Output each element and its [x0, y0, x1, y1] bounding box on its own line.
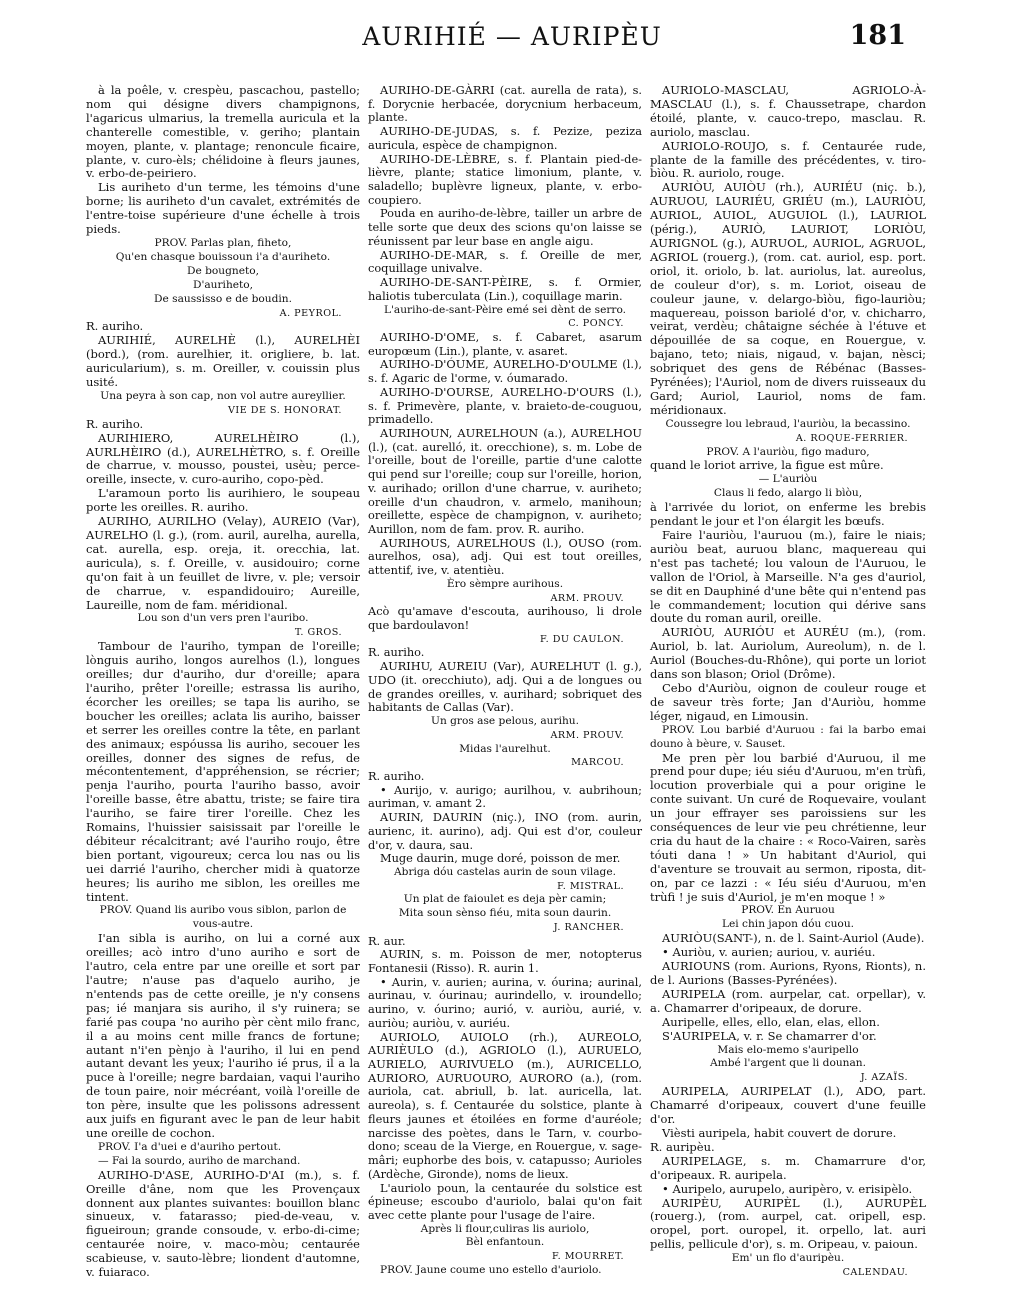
- entry-paragraph: Cebo d'Auriòu, oignon de couleur rouge et de saveur très forte; Jan d'Auriòu, homme léger, nigaud, en Limousin.: [650, 680, 926, 723]
- entry-paragraph: AURIÒU(SANT-), n. de l. Saint-Auriol (Aude).: [662, 931, 925, 946]
- entry-paragraph: Tambour de l'auriho, tympan de l'oreille; lònguis auriho, longos aurelhos (l.), longues oreilles; dur d'auriho, dur d'oreille; apara l'auriho, prêter l'oreille; estrassa lis auriho, écorcher les oreilles; se tapa lis auriho, se boucher les oreilles; aclata lis auriho, baisser et serrer les oreilles contre la tête, en parlant des animaux; espóussa lis auriho, secouer les oreilles, donner des signes de refus, de mécontentement, d'appréhension, se récrier; penja l'auriho, pourta l'auriho basso, avoir l'oreille basse, être abattu, triste; se faire tira l'auriho, se faire tirer l'oreille. Chez les Romains, l'huissier saisissait par l'oreille le débiteur récalcitrant; avé l'auriho roujo, être bien portant, vigoureux; cerca lou nas ou lis uei darrié l'auriho, chercher midi à quatorze heures; lis auriho me siblon, les oreilles me tintent.: [86, 639, 360, 904]
- entry-paragraph: AURIHO-DE-LÈBRE, s. f. Plantain pied-de-lièvre, plante; statice limonium, plante, v. saladello; buplèvre ligneux, plante, v. erbo-coupiero.: [368, 151, 642, 207]
- entry-paragraph: AURIHO, AURILHO (Velay), AUREIO (Var), AURELHO (l. g.), (rom. auril, aurelha, aurella, cat. aurella, esp. oreja, it. orecchia, lat. auricula), s. f. Oreille, v. ausidouiro; corne qu'on fait à un feuillet de livre, v. ple; versoir de charrue, v. espandidouiro; Aureille, Laureille, nom de fam. méridional.: [86, 514, 360, 612]
- citation-line: Après li flour,culiras lis auriolo,: [420, 1222, 590, 1235]
- citation-line: Em' un flo d'auripèu.: [731, 1252, 845, 1265]
- citation-source: ARM. PROUV.: [550, 592, 624, 604]
- entry-paragraph: AURIOLO-ROUJO, s. f. Centaurée rude, plante de la famille des précédentes, v. tiro-bìòu. R. auriolo, rouge.: [650, 138, 926, 181]
- citation-line: Bèl enfantoun.: [465, 1236, 545, 1249]
- continuation-line: à l'arrivée du loriot, on enferme les brebis pendant le jour et l'on élargit les bœufs.: [650, 500, 926, 529]
- citation-line: Midas l'aurelhut.: [459, 742, 551, 755]
- entry-paragraph: AURIÒU, AURIÓU et AURÉU (m.), (rom. Auriol, b. lat. Auriolum, Aureolum), n. de l. Auriol (Bouches-du-Rhône), qui porte un loriot dans son blason; Oriol (Drôme).: [650, 625, 926, 682]
- continuation-line: R. auripèu.: [650, 1139, 715, 1154]
- citation-source: A. PEYROL.: [279, 307, 342, 319]
- citation-line: PROV. En Auruou: [741, 904, 835, 917]
- citation-line: Qu'en chasque bouissoun i'a d'auriheto.: [115, 250, 331, 263]
- entry-paragraph: AURIOLO, AUIOLO (rh.), AUREOLO, AURIÈULO (d.), AGRIOLO (l.), AURUELO, AURIELO, AURIVUELO (m.), AURICELLO, AURIORO, AURUOURO, AURORO (a.), (rom. auriola, cat. abriull, b. lat. auricella, lat. aureola), s. f. Centaurée du solstice, plante à fleurs jaunes et étoilées en forme d'auréole; narcisse des poètes, dans le Tarn, v. courbo-dono; sceau de la Vierge, en Rouergue, v. sage-mâri; euphorbe des bois, v. catapusso; Aurioles (Ardèche, Gironde), noms de lieux.: [368, 1029, 642, 1181]
- entry-paragraph: AURIHO-D'ÓUME, AURELHO-D'OULME (l.), s. f. Agaric de l'orme, v. óumarado.: [368, 357, 642, 386]
- citation-line: PROV. Quand lis auribo vous siblon, parlon de vous-autre.: [99, 904, 347, 931]
- continuation-line: R. aur.: [368, 933, 406, 948]
- citation-line: PROV. A l'auriòu, figo maduro,: [706, 445, 870, 458]
- entry-paragraph: AURIHIERO, AURELHÈIRO (l.), AURLHÈIRO (d.), AURELHÈTRO, s. f. Oreille de charrue, v. mousso, poustei, usèu; perce-oreille, insecte, v. curo-auriho, copo-pèd.: [86, 430, 360, 487]
- entry-paragraph: Auripelle, elles, ello, elan, elas, ellon.: [662, 1014, 880, 1029]
- entry-paragraph: Muge daurin, muge doré, poisson de mer.: [380, 851, 621, 866]
- proverb-line: PROV. I'a d'uei e d'auriho pertout.: [98, 1140, 282, 1153]
- citation-source: F. MISTRAL.: [557, 880, 624, 892]
- entry-paragraph: AURIHO-D'ASE, AURIHO-D'AI (m.), s. f. Oreille d'âne, nom que les Provençaux donnent aux plantes suivantes: bouillon blanc sinueux, v. fatarasso; pied-de-veau, v. figueiroun; grande consoude, v. erbo-di-cime; centaurée noire, v. maco-mòu; centaurée scabieuse, v. sauto-lèbre; liondent d'automne, v. fuiaraco.: [86, 1167, 360, 1280]
- proverb-line: — Fai la sourdo, auriho de marchand.: [98, 1154, 301, 1167]
- entry-paragraph: AURIN, DAURIN (niç.), INO (rom. aurin, aurienc, it. aurino), adj. Qui est d'or, couleur d'or, v. daura, sau.: [368, 810, 642, 852]
- entry-paragraph: AURIHO-D'OURSE, AURELHO-D'OURS (l.), s. f. Primevère, plante, v. braieto-de-couguou, primadello.: [368, 384, 642, 427]
- citation-source: VIE DE S. HONORAT.: [227, 404, 342, 416]
- entry-paragraph: Lis auriheto d'un terme, les témoins d'une borne; lis auriheto d'un cavalet, extrémités de l'entre-toise supérieure d'une échelle à trois pieds.: [86, 180, 360, 237]
- entry-paragraph: • Aurijo, v. aurigo; aurilhou, v. aubrihoun; auriman, v. amant 2.: [368, 782, 642, 811]
- citation-line: L'auriho-de-sant-Pèire emé sei dènt de serro.: [383, 303, 627, 316]
- entry-paragraph: AURIPELA, AURIPELAT (l.), ADO, part. Chamarré d'oripeaux, couvert d'une feuille d'or.: [650, 1084, 926, 1127]
- entry-paragraph: AURIÒU, AUIÒU (rh.), AURIÉU (niç. b.), AURUOU, LAURIÉU, GRIÉU (m.), LAURIÒU, AURIOL, AUIOL, AUGUIOL (l.), LAURIOL (périg.), AURIÒ, LAURIOT, LORIÒU, AURIGNOL (g.), AURUOL, AURIOL, AGRUOL, AGRIOL (rouerg.), (rom. cat. auriol, esp. port. oriol, it. oriolo, b. lat. auriolus, lat. aureolus, de couleur d'or), s. m. Loriot, oiseau de couleur jaune, v. delargo-bìòu, figo-lauriòu; maquereau, poisson bariolé d'or, v. chicharro, veirat, verdèu; châtaigne séchée à l'étuve et dépouillée de sa coque, en Rouergue, v. bajano, teto; niais, nigaud, v. bajan, nèsci; sobriquet des gens de Rébénac (Basses-Pyrénées); l'Auriol, nom de divers ruisseaux du Gard; Auriol, Lauriol, noms de fam. méridionaux.: [650, 180, 926, 417]
- citation-line: Una peyra à son cap, non vol autre aureyllier.: [100, 389, 346, 402]
- citation-source: F. DU CAULON.: [539, 633, 624, 645]
- citation-line: Un gros ase pelous, aurihu.: [431, 715, 579, 728]
- citation-source: CALENDAU.: [842, 1267, 908, 1279]
- citation-line: Lei chin japon dóu cuou.: [721, 918, 855, 931]
- citation-source: J. RANCHER.: [553, 921, 624, 933]
- entry-paragraph: L'auriolo poun, la centaurée du solstice est épineuse; escoubo d'auriolo, balai qu'on fait avec cette plante pour l'usage de l'aire.: [368, 1180, 642, 1222]
- proverb-line: PROV. Lou barbié d'Auruou : fai la barbo emai douno à bèure, v. Sauset.: [650, 723, 926, 750]
- continuation-line: quand le loriot arrive, la figue est mûre.: [650, 458, 884, 473]
- citation-line: Mita soun sènso fiéu, mita soun daurin.: [398, 907, 612, 920]
- entry-paragraph: • Auriòu, v. aurien; auriou, v. auriéu.: [662, 945, 876, 960]
- continuation-line: R. auriho.: [86, 416, 144, 431]
- citation-line: Coussegre lou lebraud, l'auriòu, la becassino.: [665, 417, 911, 430]
- column-3: [650, 84, 926, 1280]
- citation-line: D'auriheto,: [192, 278, 254, 291]
- citation-source: C. PONCY.: [568, 318, 624, 330]
- entry-paragraph: AURIOLO-MASCLAU, AGRIOLO-À-MASCLAU (l.), s. f. Chaussetrape, chardon étoilé, plante, v. cauco-trepo, masclau. R. auriolo, masclau.: [650, 83, 926, 139]
- entry-paragraph: AURIHO-DE-MAR, s. f. Oreille de mer, coquillage univalve.: [368, 247, 642, 276]
- entry-paragraph: AURIPELAGE, s. m. Chamarrure d'or, d'oripeaux. R. auripela.: [650, 1153, 926, 1182]
- citation-line: Ambé l'argent que li dounan.: [710, 1057, 866, 1070]
- entry-paragraph: AURIHIÉ, AURELHÈ (l.), AURELHÈI (bord.), (rom. aurelhier, it. origliere, b. lat. auricularium), s. m. Oreiller, v. couissin plus usité.: [86, 333, 360, 390]
- citation-line: Claus li fedo, alargo li bìòu,: [713, 487, 863, 500]
- entry-paragraph: AURIPÈU, AURIPÈL (l.), AURUPÈL (rouerg.), (rom. aurpel, cat. oripell, esp. oropel, port. ouropel, it. orpello, lat. auri pellis, pellicule d'or), s. m. Oripeau, v. paioun.: [650, 1195, 926, 1252]
- continuation-line: Acò qu'amave d'escouta, aurihouso, li drole que bardoulavon!: [368, 604, 642, 633]
- column-1: [86, 84, 360, 1280]
- running-header: [0, 18, 1024, 58]
- entry-paragraph: AURIHO-DE-JUDAS, s. f. Pezize, peziza auricula, espèce de champignon.: [368, 124, 642, 152]
- citation-line: De bougneto,: [187, 264, 259, 277]
- entry-paragraph: I'an sibla is auriho, on lui a corné aux oreilles; acò intro d'uno auriho e sort de l'autro, cela entre par une oreille et sort par l'autre; n'ause pas d'aquelo auriho, je n'entends pas de cette oreille, je n'y consens pas; ié manjara sis auriho, il s'y ruinera; se farié pas coupa 'no auriho pèr cènt milo franc, il a au moins cent mille francs de fortune; autant n'i'en pènjo à l'auriho, il lui en pend autant devant les yeux; l'auriho ié prus, il a la puce à l'oreille; negre bardaian, vaqui l'auriho de toun paire, noir mécréant, voilà l'oreille de ton père, insulte que les polissons adressent aux juifs en figurant avec le pan de leur habit une oreille de cochon.: [86, 931, 360, 1140]
- entry-paragraph: AURIN, s. m. Poisson de mer, notopterus Fontanesii (Risso). R. aurin 1.: [368, 947, 642, 975]
- entry-paragraph: AURIOUNS (rom. Aurions, Ryons, Rionts), n. de l. Aurions (Basses-Pyrénées).: [650, 959, 926, 987]
- entry-paragraph: AURIHO-DE-SANT-PÈIRE, s. f. Ormier, haliotis tuberculata (Lin.), coquillage marin.: [368, 275, 642, 303]
- citation-line: — L'auriòu: [758, 473, 818, 486]
- citation-line: Abriga dóu castelas aurin de soun vilage.: [394, 865, 616, 878]
- continuation-line: R. auriho.: [368, 645, 425, 660]
- entry-paragraph: AURIHO-D'OME, s. f. Cabaret, asarum europœum (Lin.), plante, v. asaret.: [368, 329, 642, 358]
- column-2: [368, 84, 642, 1278]
- entry-paragraph: AURIHOUN, AURELHOUN (a.), AURELHOU (l.), (cat. aurelló, it. orecchione), s. m. Lobe de l'oreille, bout de l'oreille, partie d'une calotte qui pend sur l'oreille; coup sur l'oreille, horion, v. aurihado; orillon d'une charrue, v. auriheto; oreille d'un chaudron, v. armelo, manihoun; oreillette, espèce de champignon, v. auriheto; Aurillon, nom de fam. prov. R. auriho.: [368, 425, 642, 536]
- citation-line: Lou son d'un vers pren l'auribo.: [137, 612, 309, 625]
- entry-paragraph: à la poêle, v. crespèu, pascachou, pastello; nom qui désigne divers champignons, l'agaricus ulmarius, la tremella auricula et la chanterelle comestible, v. geriho; plantain moyen, plante, v. plantage; renoncule ficaire, plante, v. curo-èls; chélidoine à fleurs jaunes, v. erbo-de-peiriero.: [86, 83, 360, 181]
- continuation-line: R. auriho.: [86, 319, 144, 334]
- citation-line: De saussisso e de boudin.: [154, 292, 292, 305]
- citation-source: MARCOU.: [571, 757, 624, 769]
- page-number: 181: [849, 20, 906, 51]
- citation-line: Mais elo-memo s'auripello: [717, 1043, 859, 1056]
- entry-paragraph: • Aurin, v. aurien; aurina, v. óurina; aurinal, aurinau, v. óurinau; aurindello, v. iroundello; aurino, v. óurino; aurió, v. auriòu, aurié, v. auriòu; auriòu, v. auriéu.: [368, 974, 642, 1030]
- continuation-line: R. auriho.: [368, 768, 425, 783]
- citation-source: ARM. PROUV.: [550, 729, 624, 741]
- entry-paragraph: Pouda en auriho-de-lèbre, tailler un arbre de telle sorte que deux des scions qu'on laisse se réunissent par leur base en angle aigu.: [368, 206, 642, 248]
- entry-paragraph: Vièsti auripela, habit couvert de dorure.: [662, 1125, 897, 1140]
- entry-paragraph: L'aramoun porto lis aurihiero, le soupeau porte les oreilles. R. auriho.: [86, 486, 360, 515]
- proverb-line: PROV. Jaune coume uno estello d'auriolo.: [380, 1263, 602, 1276]
- citation-source: T. GROS.: [294, 627, 342, 639]
- entry-paragraph: AURIHU, AUREIU (Var), AURELHUT (l. g.), UDO (it. orecchiuto), adj. Qui a de longues ou de grandes oreilles, v. aurihard; sobriquet des habitants de Callas (Var).: [368, 659, 642, 715]
- citation-line: PROV. Parlas plan, fiheto,: [154, 236, 292, 249]
- entry-paragraph: • Auripelo, aurupelo, auripèro, v. erisipèlo.: [662, 1181, 913, 1196]
- citation-source: J. AZAÏS.: [860, 1072, 908, 1084]
- citation-line: Un plat de faioulet es deja pèr camin;: [403, 893, 607, 906]
- entry-paragraph: Faire l'auriòu, l'auruou (m.), faire le niais; auriòu beat, auruou blanc, maquereau qui n'est pas tacheté; lou valoun de l'Auruou, le vallon de l'Oriol, à Marseille. N'a ges d'auriol, se dit en Dauphiné d'une bête qui n'entend pas le commandement; locution qui dérive sans doute du roman auril, oreille.: [650, 528, 926, 626]
- entry-paragraph: S'AURIPELA, v. r. Se chamarrer d'or.: [662, 1028, 877, 1043]
- entry-paragraph: Me pren pèr lou barbié d'Auruou, il me prend pour dupe; iéu siéu d'Auruou, m'en trùfi, locution proverbiale qui a pour origine le conte suivant. Un curé de Roquevaire, voulant un jour effrayer ses paroissiens sur les conséquences de leur vie peu chrétienne, leur cria du haut de la chaire : « Roco-Vairen, sarès tóuti dana ! » Un habitant d'Auriol, qui d'aventure se trouvait au sermon, riposta, dit-on, par ce lazzi : « Iéu siéu d'Auruou, m'en trùfi ! je suis d'Auriol, je m'en moque ! »: [650, 750, 926, 904]
- entry-paragraph: AURIHO-DE-GÀRRI (cat. aurella de rata), s. f. Dorycnie herbacée, dorycnium herbaceum, plante.: [368, 83, 642, 125]
- citation-source: F. MOURRET.: [551, 1251, 624, 1263]
- header-title: AURIHIÉ — AURIPÈU: [362, 22, 662, 51]
- citation-line: Èro sèmpre aurihous.: [446, 577, 564, 590]
- entry-paragraph: AURIPELA (rom. aurpelar, cat. orpellar), v. a. Chamarrer d'oripeaux, de dorure.: [650, 986, 926, 1015]
- citation-source: A. ROQUE-FERRIER.: [795, 432, 908, 444]
- entry-paragraph: AURIHOUS, AURELHOUS (l.), OUSO (rom. aurelhos, osa), adj. Qui est tout oreilles, attentif, ive, v. atentièu.: [368, 535, 642, 578]
